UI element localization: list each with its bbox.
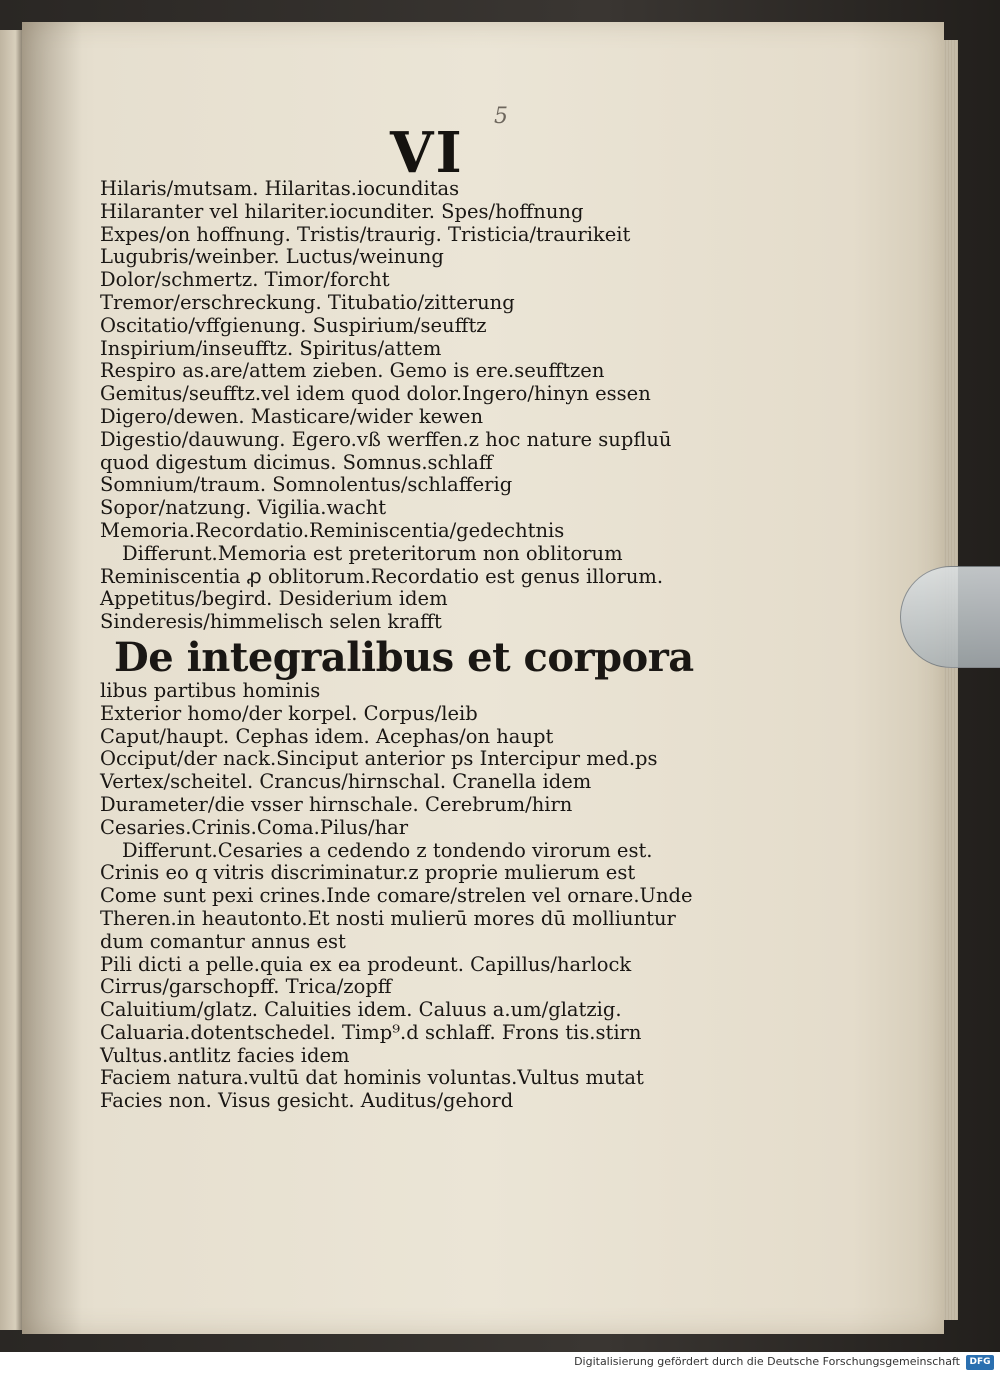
text-line: Inspirium/inseufftz. Spiritus/attem: [100, 336, 442, 360]
text-line: dum comantur annus est: [100, 929, 346, 953]
text-line: Pili dicti a pelle.quia ex ea prodeunt. Capillus/harlock: [100, 952, 632, 976]
text-line: Facies non. Visus gesicht. Auditus/gehord: [100, 1089, 514, 1113]
text-line: Somnium/traum. Somnolentus/schlafferig: [100, 473, 513, 497]
text-line: Theren.in heautonto.Et nosti mulierū mores dū molliuntur: [100, 906, 676, 930]
text-line: Expes/on hoffnung. Tristis/traurig. Tristicia/traurikeit: [100, 222, 631, 246]
text-line: Gemitus/seufftz.vel idem quod dolor.Ingero/hinyn essen: [100, 382, 651, 406]
text-line: Come sunt pexi crines.Inde comare/strelen vel ornare.Unde: [100, 884, 693, 908]
text-line: libus partibus hominis: [100, 678, 321, 702]
page-text: [100, 178, 700, 1113]
text-line: Appetitus/begird. Desiderium idem: [100, 587, 448, 611]
text-line: Durameter/die vsser hirnschale. Cerebrum/hirn: [100, 792, 573, 816]
text-line: Dolor/schmertz. Timor/forcht: [100, 268, 390, 292]
text-line: quod digestum dicimus. Somnus.schlaff: [100, 450, 493, 474]
text-line: Lugubris/weinber. Luctus/weinung: [100, 245, 444, 269]
text-line: Cirrus/garschopff. Trica/zopff: [100, 975, 392, 999]
text-line: Caluitium/glatz. Caluities idem. Caluus a.um/glatzig.: [100, 998, 622, 1022]
text-line: Hilaranter vel hilariter.iocunditer. Spes/hoffnung: [100, 199, 584, 223]
text-line: Respiro as.are/attem zieben. Gemo is ere.seufftzen: [100, 359, 605, 383]
section-heading: De integralibus et corpora: [114, 633, 694, 681]
text-line: Tremor/erschreckung. Titubatio/zitterung: [100, 290, 515, 314]
text-line: Sinderesis/himmelisch selen krafft: [100, 610, 442, 634]
text-line: Digestio/dauwung. Egero.vß werffen.z hoc nature supfluū: [100, 427, 672, 451]
page-clip: [900, 566, 1000, 668]
spine-shadow: [22, 22, 82, 1334]
text-line: Exterior homo/der korpel. Corpus/leib: [100, 701, 478, 725]
text-line: Reminiscentia ꝓ oblitorum.Recordatio est genus illorum.: [100, 564, 664, 588]
pencil-mark: 5: [494, 104, 508, 129]
text-line: Faciem natura.vultū dat hominis voluntas.Vultus mutat: [100, 1066, 644, 1090]
page-edges: [944, 40, 958, 1320]
funding-notice: Digitalisierung gefördert durch die Deutsche Forschungsgemeinschaft: [574, 1355, 960, 1368]
text-line: Sopor/natzung. Vigilia.wacht: [100, 496, 387, 520]
text-line: Differunt.Memoria est preteritorum non oblitorum: [122, 541, 623, 565]
folio-number: VI: [390, 120, 464, 186]
text-line: Digero/dewen. Masticare/wider kewen: [100, 404, 484, 428]
left-page-edge: [0, 30, 22, 1330]
text-line: Crinis eo q vitris discriminatur.z proprie mulierum est: [100, 861, 636, 885]
text-line: Occiput/der nack.Sinciput anterior ps Intercipur med.ps: [100, 747, 658, 771]
text-line: Vertex/scheitel. Crancus/hirnschal. Cranella idem: [100, 770, 592, 794]
dfg-logo-icon: DFG: [966, 1355, 994, 1370]
text-line: Hilaris/mutsam. Hilaritas.iocunditas: [100, 177, 460, 200]
text-line: Vultus.antlitz facies idem: [100, 1043, 350, 1067]
text-line: Caluaria.dotentschedel. Timp⁹.d schlaff. Frons tis.stirn: [100, 1020, 642, 1044]
text-line: Oscitatio/vffgienung. Suspirium/seufftz: [100, 313, 487, 337]
text-line: Cesaries.Crinis.Coma.Pilus/har: [100, 815, 409, 839]
text-line: Caput/haupt. Cephas idem. Acephas/on haupt: [100, 724, 554, 748]
text-line: Differunt.Cesaries a cedendo z tondendo virorum est.: [122, 838, 653, 862]
text-line: Memoria.Recordatio.Reminiscentia/gedechtnis: [100, 518, 565, 542]
footer-bar: [0, 1352, 1000, 1375]
